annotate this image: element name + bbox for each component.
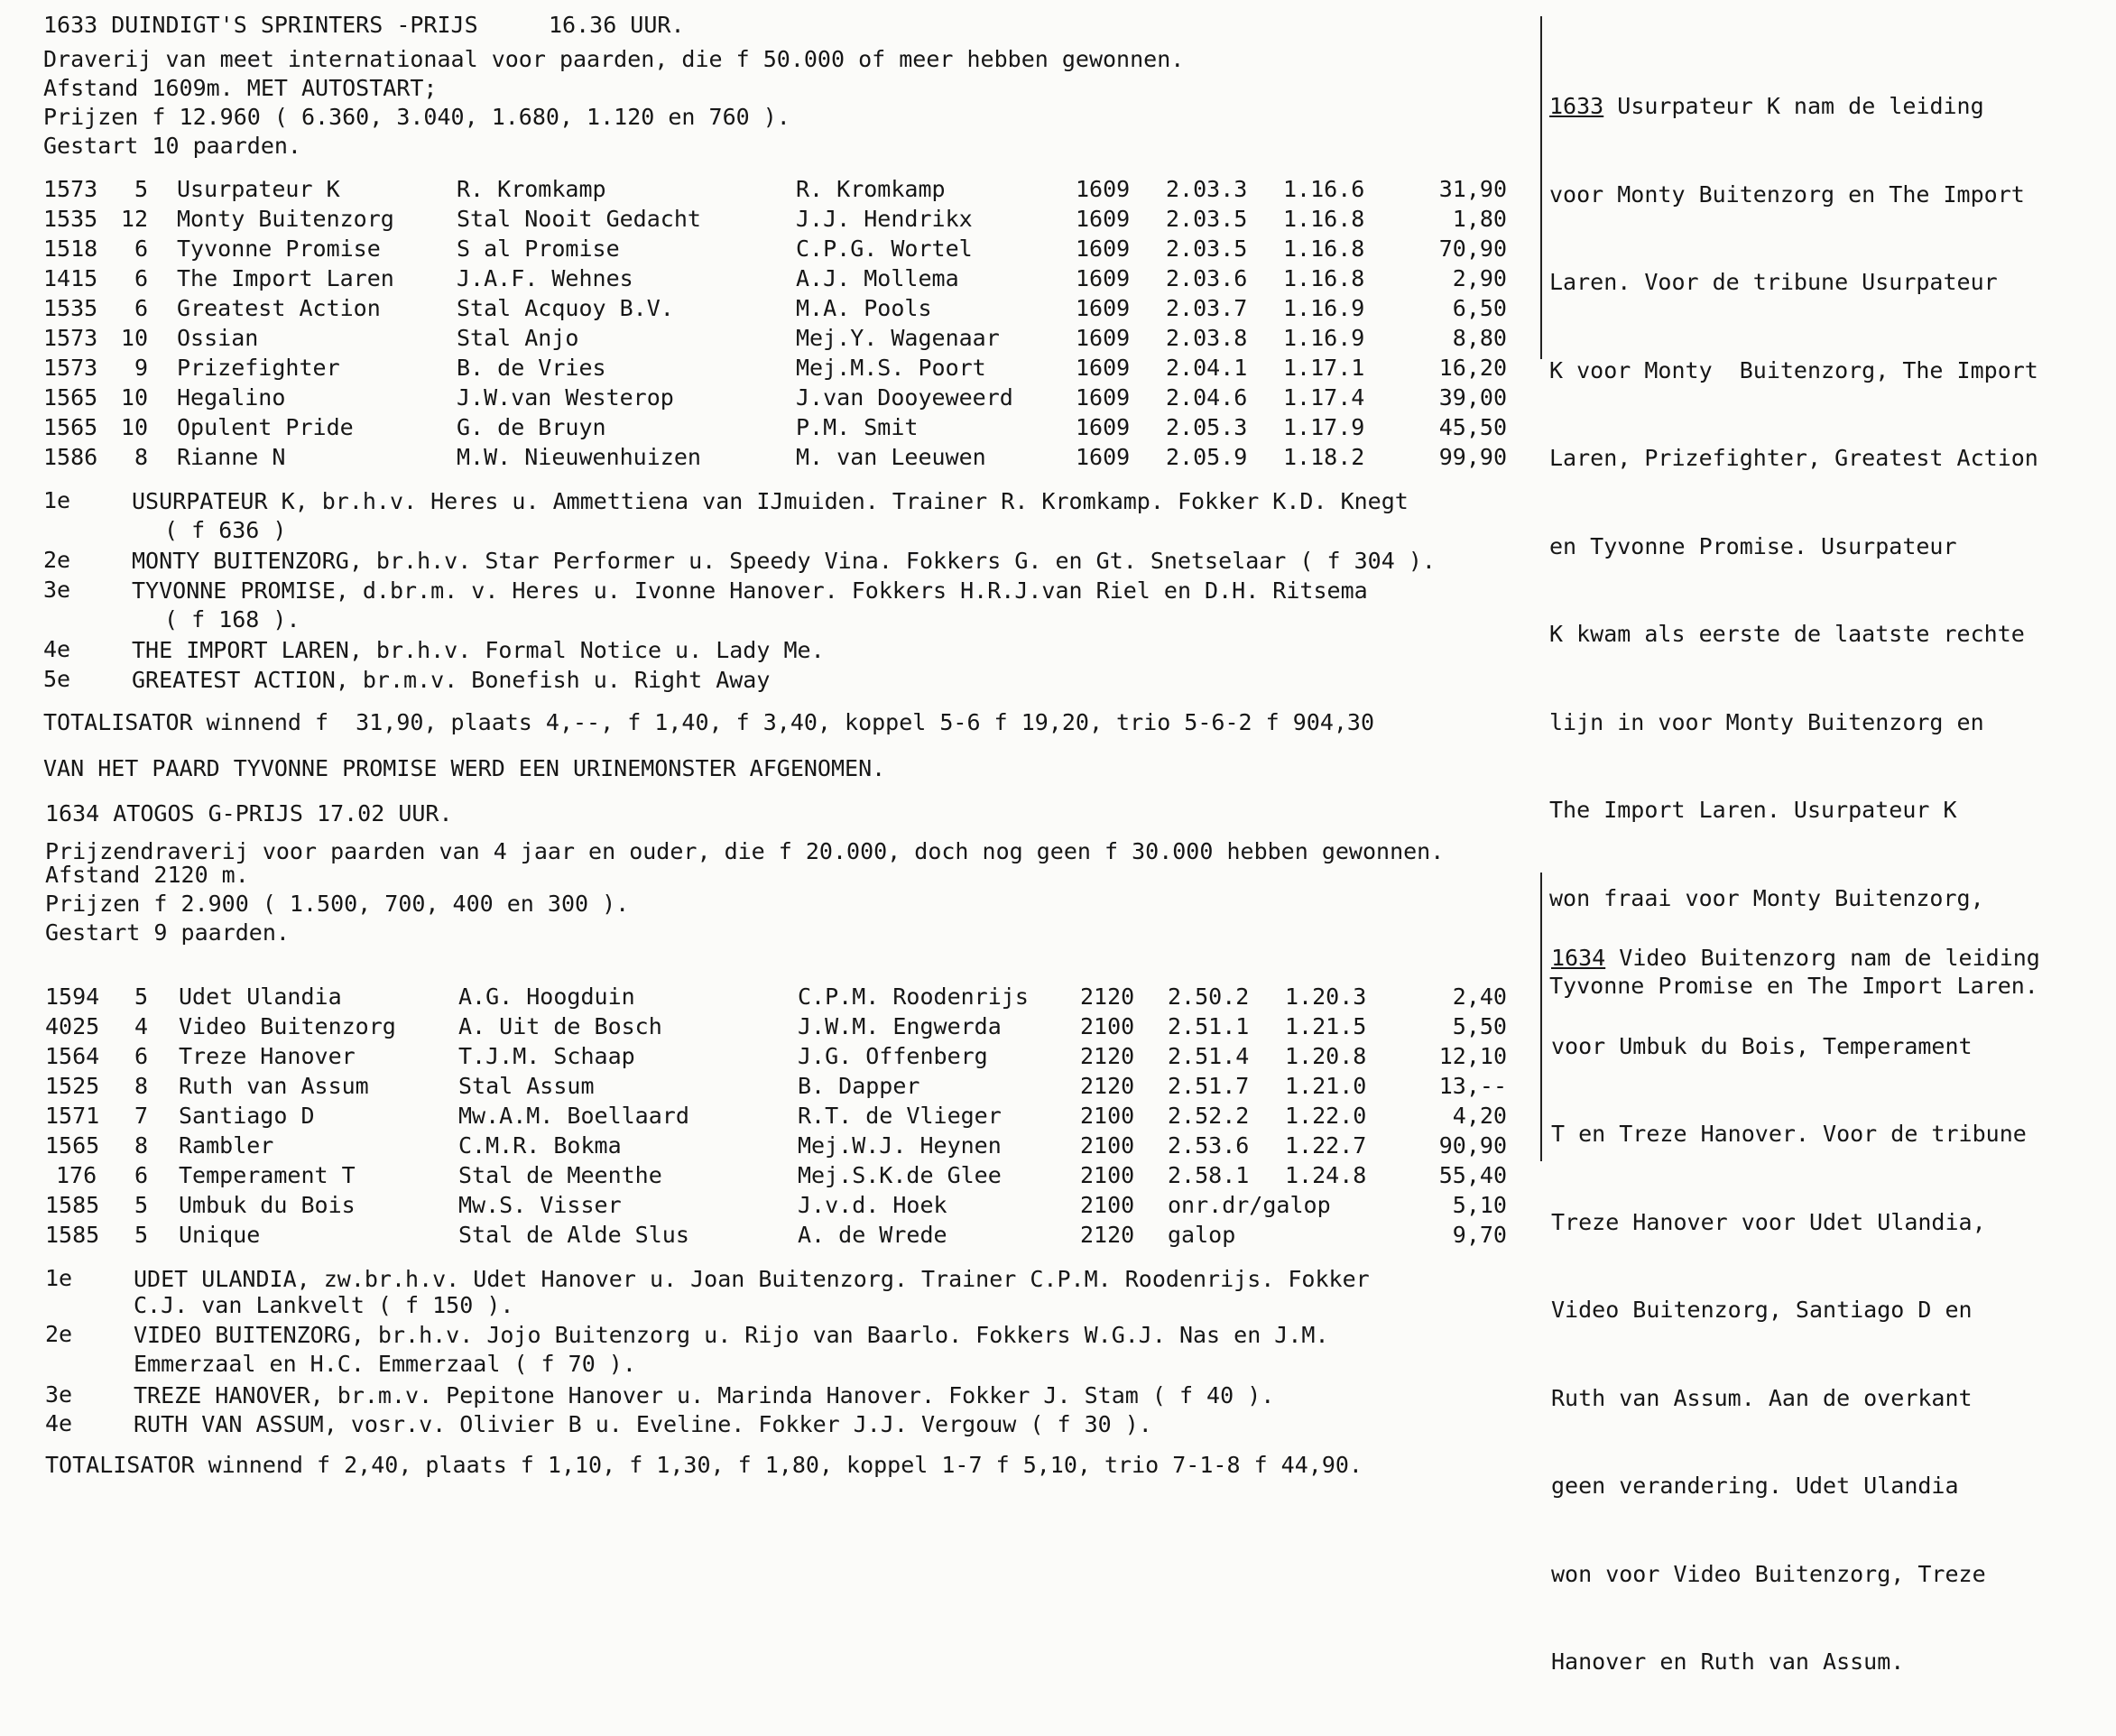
result-distance: 1609	[1076, 235, 1131, 262]
commentary-line: 1634 Video Buitenzorg nam de leiding	[1551, 945, 2040, 971]
placing-text: GREATEST ACTION, br.m.v. Bonefish u. Right Away	[132, 667, 771, 693]
result-driver: J.W.M. Engwerda	[798, 1013, 1002, 1039]
result-time: 2.03.3	[1166, 176, 1248, 202]
result-owner: A. Uit de Bosch	[458, 1013, 662, 1039]
result-prev: 1564	[45, 1043, 100, 1069]
result-row	[0, 324, 1507, 353]
result-owner: M.W. Nieuwenhuizen	[457, 444, 701, 470]
result-horse: Monty Buitenzorg	[177, 206, 394, 232]
result-payout: 99,90	[1438, 444, 1507, 470]
result-payout: 1,80	[1452, 206, 1507, 232]
result-prev: 1565	[43, 414, 98, 440]
result-prev: 1585	[45, 1222, 100, 1248]
race-note: VAN HET PAARD TYVONNE PROMISE WERD EEN URINEMONSTER AFGENOMEN.	[43, 755, 886, 781]
result-prev: 1518	[43, 235, 98, 262]
result-row	[0, 264, 1507, 293]
result-number: 6	[134, 1043, 148, 1069]
placing-text: USURPATEUR K, br.h.v. Heres u. Ammettiena van IJmuiden. Trainer R. Kromkamp. Fokker K.D. Knegt	[132, 488, 1409, 514]
result-row	[0, 1102, 1507, 1131]
result-km-time: 1.16.9	[1283, 295, 1365, 321]
result-payout: 45,50	[1438, 414, 1507, 440]
result-number: 6	[134, 235, 148, 262]
result-horse: Greatest Action	[177, 295, 381, 321]
commentary-line: T en Treze Hanover. Voor de tribune	[1551, 1121, 2027, 1147]
result-owner: Stal de Meenthe	[458, 1162, 662, 1188]
result-owner: T.J.M. Schaap	[458, 1043, 635, 1069]
result-number: 8	[134, 1132, 148, 1159]
result-km-time: 1.17.1	[1283, 355, 1365, 381]
result-row	[0, 443, 1507, 472]
result-prev: 1415	[43, 265, 98, 291]
result-payout: 4,20	[1452, 1103, 1507, 1129]
commentary-line: K voor Monty Buitenzorg, The Import	[1549, 356, 2038, 383]
result-horse: Ruth van Assum	[179, 1073, 369, 1099]
result-number: 9	[134, 355, 148, 381]
result-km-time: 1.21.0	[1285, 1073, 1367, 1099]
result-prev: 176	[56, 1162, 97, 1188]
result-horse: Rianne N	[177, 444, 286, 470]
result-horse: Umbuk du Bois	[179, 1192, 356, 1218]
result-horse: Video Buitenzorg	[179, 1013, 396, 1039]
result-payout: 16,20	[1438, 355, 1507, 381]
race-commentary	[1551, 885, 2040, 1736]
result-payout: 55,40	[1438, 1162, 1507, 1188]
result-row	[0, 413, 1507, 442]
result-payout: 90,90	[1438, 1132, 1507, 1159]
result-number: 5	[134, 176, 148, 202]
result-time: 2.03.7	[1166, 295, 1248, 321]
result-km-time: 1.22.7	[1285, 1132, 1367, 1159]
placing-text: VIDEO BUITENZORG, br.h.v. Jojo Buitenzorg u. Rijo van Baarlo. Fokkers W.G.J. Nas en J.M.	[134, 1322, 1329, 1348]
result-prev: 1565	[43, 384, 98, 411]
result-owner: Stal Nooit Gedacht	[457, 206, 701, 232]
result-km-time: 1.16.9	[1283, 325, 1365, 351]
placing-rank: 5e	[43, 666, 71, 692]
result-driver: A.J. Mollema	[796, 265, 959, 291]
result-time: 2.58.1	[1168, 1162, 1250, 1188]
result-distance: 2100	[1080, 1162, 1135, 1188]
commentary-line: 1633 Usurpateur K nam de leiding	[1549, 93, 1984, 119]
placing-text: C.J. van Lankvelt ( f 150 ).	[134, 1292, 514, 1318]
result-time: 2.50.2	[1168, 983, 1250, 1010]
result-number: 12	[120, 206, 148, 232]
column-divider	[1540, 16, 1542, 359]
result-owner: Mw.A.M. Boellaard	[458, 1103, 689, 1129]
result-prev: 1573	[43, 176, 98, 202]
result-number: 4	[134, 1013, 148, 1039]
result-driver: P.M. Smit	[796, 414, 919, 440]
result-payout: 70,90	[1438, 235, 1507, 262]
placing-rank: 3e	[43, 577, 71, 603]
result-payout: 9,70	[1452, 1222, 1507, 1248]
result-horse: Tyvonne Promise	[177, 235, 381, 262]
result-payout: 39,00	[1438, 384, 1507, 411]
commentary-line: K kwam als eerste de laatste rechte	[1549, 621, 2025, 647]
result-driver: Mej.M.S. Poort	[796, 355, 986, 381]
result-row	[0, 175, 1507, 204]
result-distance: 2120	[1080, 983, 1135, 1010]
result-prev: 4025	[45, 1013, 100, 1039]
result-km-time: 1.17.9	[1283, 414, 1365, 440]
result-owner: Stal Assum	[458, 1073, 595, 1099]
result-km-time: 1.16.6	[1283, 176, 1365, 202]
result-km-time: 1.20.3	[1285, 983, 1367, 1010]
result-owner: A.G. Hoogduin	[458, 983, 635, 1010]
result-distance: 1609	[1076, 444, 1131, 470]
result-owner: Stal de Alde Slus	[458, 1222, 689, 1248]
commentary-line: The Import Laren. Usurpateur K	[1549, 797, 1957, 823]
result-time: 2.51.7	[1168, 1073, 1250, 1099]
result-number: 5	[134, 1222, 148, 1248]
result-time: onr.dr/galop	[1168, 1192, 1331, 1218]
result-distance: 2100	[1080, 1192, 1135, 1218]
result-distance: 1609	[1076, 325, 1131, 351]
result-horse: Santiago D	[179, 1103, 315, 1129]
column-divider	[1540, 873, 1542, 1161]
result-number: 8	[134, 1073, 148, 1099]
result-km-time: 1.16.8	[1283, 265, 1365, 291]
result-driver: M. van Leeuwen	[796, 444, 986, 470]
race-conditions: Draverij van meet internationaal voor paarden, die f 50.000 of meer hebben gewonnen.	[43, 46, 1185, 72]
result-row	[0, 983, 1507, 1011]
result-owner: Stal Acquoy B.V.	[457, 295, 674, 321]
result-prev: 1535	[43, 295, 98, 321]
result-prev: 1525	[45, 1073, 100, 1099]
result-horse: Usurpateur K	[177, 176, 340, 202]
race-prizes: Prijzen f 12.960 ( 6.360, 3.040, 1.680, 1.120 en 760 ).	[43, 104, 790, 130]
result-time: galop	[1168, 1222, 1236, 1248]
race-distance: Afstand 1609m. MET AUTOSTART;	[43, 75, 438, 101]
result-driver: J.G. Offenberg	[798, 1043, 988, 1069]
placing-rank: 1e	[45, 1265, 73, 1291]
result-time: 2.03.5	[1166, 235, 1248, 262]
placing-text: UDET ULANDIA, zw.br.h.v. Udet Hanover u. Joan Buitenzorg. Trainer C.P.M. Roodenrijs. Fokker	[134, 1266, 1370, 1292]
placing-text: ( f 168 ).	[164, 606, 300, 633]
result-owner: J.A.F. Wehnes	[457, 265, 633, 291]
result-time: 2.51.4	[1168, 1043, 1250, 1069]
race-starters: Gestart 10 paarden.	[43, 133, 301, 159]
result-number: 10	[120, 414, 148, 440]
race-starters: Gestart 9 paarden.	[45, 919, 290, 946]
commentary-line: Tyvonne Promise en The Import Laren.	[1549, 973, 2038, 999]
result-distance: 1609	[1076, 206, 1131, 232]
result-owner: B. de Vries	[457, 355, 606, 381]
result-km-time: 1.17.4	[1283, 384, 1365, 411]
commentary-line: won fraai voor Monty Buitenzorg,	[1549, 884, 1984, 911]
result-distance: 2100	[1080, 1013, 1135, 1039]
result-row	[0, 1072, 1507, 1101]
result-time: 2.05.9	[1166, 444, 1248, 470]
result-payout: 2,90	[1452, 265, 1507, 291]
result-distance: 2120	[1080, 1043, 1135, 1069]
result-driver: J.van Dooyeweerd	[796, 384, 1013, 411]
race-title: 1634 ATOGOS G-PRIJS 17.02 UUR.	[45, 800, 453, 826]
result-time: 2.53.6	[1168, 1132, 1250, 1159]
result-time: 2.51.1	[1168, 1013, 1250, 1039]
result-row	[0, 205, 1507, 234]
result-horse: Ossian	[177, 325, 259, 351]
result-prev: 1586	[43, 444, 98, 470]
result-time: 2.03.8	[1166, 325, 1248, 351]
result-distance: 2120	[1080, 1073, 1135, 1099]
result-row	[0, 1131, 1507, 1160]
result-driver: Mej.W.J. Heynen	[798, 1132, 1002, 1159]
result-horse: Prizefighter	[177, 355, 340, 381]
result-owner: C.M.R. Bokma	[458, 1132, 622, 1159]
race-time: 16.36 UUR.	[549, 12, 685, 38]
placing-text: Emmerzaal en H.C. Emmerzaal ( f 70 ).	[134, 1351, 636, 1377]
placing-text: RUTH VAN ASSUM, vosr.v. Olivier B u. Eveline. Fokker J.J. Vergouw ( f 30 ).	[134, 1411, 1152, 1437]
result-row	[0, 1191, 1507, 1220]
result-payout: 5,50	[1452, 1013, 1507, 1039]
result-km-time: 1.24.8	[1285, 1162, 1367, 1188]
race-distance: Afstand 2120 m.	[45, 862, 249, 888]
result-number: 10	[120, 325, 148, 351]
result-number: 6	[134, 265, 148, 291]
result-payout: 12,10	[1438, 1043, 1507, 1069]
result-number: 8	[134, 444, 148, 470]
result-owner: Stal Anjo	[457, 325, 579, 351]
result-driver: B. Dapper	[798, 1073, 920, 1099]
placing-text: THE IMPORT LAREN, br.h.v. Formal Notice u. Lady Me.	[132, 637, 825, 663]
commentary-line: Laren. Voor de tribune Usurpateur	[1549, 269, 1998, 295]
result-horse: Hegalino	[177, 384, 286, 411]
race-conditions: Prijzendraverij voor paarden van 4 jaar en ouder, die f 20.000, doch nog geen f 30.000 hebben gewonnen.	[45, 838, 1445, 864]
placing-rank: 2e	[43, 547, 71, 573]
commentary-line: voor Umbuk du Bois, Temperament	[1551, 1032, 1973, 1059]
placing-rank: 4e	[43, 636, 71, 662]
result-row	[0, 1161, 1507, 1190]
result-owner: S al Promise	[457, 235, 620, 262]
commentary-line: Ruth van Assum. Aan de overkant	[1551, 1384, 1973, 1411]
result-time: 2.03.6	[1166, 265, 1248, 291]
result-row	[0, 235, 1507, 263]
race-prizes: Prijzen f 2.900 ( 1.500, 700, 400 en 300 ).	[45, 891, 630, 917]
result-row	[0, 1042, 1507, 1071]
result-distance: 2100	[1080, 1103, 1135, 1129]
totalisator-line: TOTALISATOR winnend f 2,40, plaats f 1,10, f 1,30, f 1,80, koppel 1-7 f 5,10, trio 7-1-8 f 44,90.	[45, 1452, 1363, 1478]
result-distance: 2120	[1080, 1222, 1135, 1248]
result-horse: Udet Ulandia	[179, 983, 342, 1010]
commentary-line: Laren, Prizefighter, Greatest Action	[1549, 445, 2038, 471]
result-row	[0, 383, 1507, 412]
result-number: 10	[120, 384, 148, 411]
placing-rank: 3e	[45, 1381, 73, 1408]
result-row	[0, 1012, 1507, 1041]
result-number: 6	[134, 1162, 148, 1188]
race-title: 1633 DUINDIGT'S SPRINTERS -PRIJS	[43, 12, 478, 38]
result-owner: J.W.van Westerop	[457, 384, 674, 411]
result-time: 2.52.2	[1168, 1103, 1250, 1129]
result-distance: 1609	[1076, 176, 1131, 202]
commentary-line: lijn in voor Monty Buitenzorg en	[1549, 708, 1984, 735]
result-driver: A. de Wrede	[798, 1222, 947, 1248]
result-time: 2.04.6	[1166, 384, 1248, 411]
result-time: 2.03.5	[1166, 206, 1248, 232]
result-driver: Mej.Y. Wagenaar	[796, 325, 1000, 351]
result-driver: C.P.G. Wortel	[796, 235, 973, 262]
result-payout: 13,--	[1438, 1073, 1507, 1099]
result-distance: 1609	[1076, 355, 1131, 381]
result-row	[0, 354, 1507, 383]
result-owner: Mw.S. Visser	[458, 1192, 622, 1218]
commentary-line: Hanover en Ruth van Assum.	[1551, 1648, 1905, 1675]
placing-text: MONTY BUITENZORG, br.h.v. Star Performer u. Speedy Vina. Fokkers G. en Gt. Snetselaar ( f 304 ).	[132, 548, 1436, 574]
result-distance: 2100	[1080, 1132, 1135, 1159]
result-number: 7	[134, 1103, 148, 1129]
commentary-line: won voor Video Buitenzorg, Treze	[1551, 1560, 1986, 1587]
result-horse: The Import Laren	[177, 265, 394, 291]
result-km-time: 1.21.5	[1285, 1013, 1367, 1039]
result-distance: 1609	[1076, 384, 1131, 411]
placing-rank: 2e	[45, 1321, 73, 1347]
result-driver: J.v.d. Hoek	[798, 1192, 947, 1218]
commentary-race-number: 1633	[1549, 93, 1604, 119]
result-number: 6	[134, 295, 148, 321]
result-driver: J.J. Hendrikx	[796, 206, 973, 232]
result-horse: Rambler	[179, 1132, 274, 1159]
placing-text: ( f 636 )	[164, 517, 287, 543]
result-km-time: 1.18.2	[1283, 444, 1365, 470]
result-payout: 31,90	[1438, 176, 1507, 202]
result-prev: 1571	[45, 1103, 100, 1129]
result-prev: 1594	[45, 983, 100, 1010]
result-payout: 6,50	[1452, 295, 1507, 321]
commentary-line: voor Monty Buitenzorg en The Import	[1549, 180, 2025, 208]
result-time: 2.05.3	[1166, 414, 1248, 440]
result-km-time: 1.20.8	[1285, 1043, 1367, 1069]
result-payout: 5,10	[1452, 1192, 1507, 1218]
result-driver: Mej.S.K.de Glee	[798, 1162, 1002, 1188]
result-owner: R. Kromkamp	[457, 176, 606, 202]
result-km-time: 1.16.8	[1283, 206, 1365, 232]
commentary-race-number: 1634	[1551, 945, 1606, 971]
result-km-time: 1.22.0	[1285, 1103, 1367, 1129]
commentary-line: Video Buitenzorg, Santiago D en	[1551, 1297, 1973, 1323]
result-row	[0, 294, 1507, 323]
result-prev: 1573	[43, 355, 98, 381]
result-row	[0, 1221, 1507, 1250]
placing-text: TYVONNE PROMISE, d.br.m. v. Heres u. Ivonne Hanover. Fokkers H.R.J.van Riel en D.H. Ritsema	[132, 577, 1368, 604]
result-horse: Temperament T	[179, 1162, 356, 1188]
placing-text: TREZE HANOVER, br.m.v. Pepitone Hanover u. Marinda Hanover. Fokker J. Stam ( f 40 ).	[134, 1382, 1275, 1408]
result-driver: M.A. Pools	[796, 295, 932, 321]
result-km-time: 1.16.8	[1283, 235, 1365, 262]
result-distance: 1609	[1076, 414, 1131, 440]
placing-rank: 4e	[45, 1410, 73, 1436]
result-number: 5	[134, 983, 148, 1010]
result-prev: 1585	[45, 1192, 100, 1218]
result-distance: 1609	[1076, 295, 1131, 321]
result-driver: C.P.M. Roodenrijs	[798, 983, 1029, 1010]
result-driver: R.T. de Vlieger	[798, 1103, 1002, 1129]
result-prev: 1565	[45, 1132, 100, 1159]
result-owner: G. de Bruyn	[457, 414, 606, 440]
result-payout: 2,40	[1452, 983, 1507, 1010]
result-prev: 1535	[43, 206, 98, 232]
result-horse: Treze Hanover	[179, 1043, 356, 1069]
result-time: 2.04.1	[1166, 355, 1248, 381]
result-prev: 1573	[43, 325, 98, 351]
result-driver: R. Kromkamp	[796, 176, 946, 202]
totalisator-line: TOTALISATOR winnend f 31,90, plaats 4,--, f 1,40, f 3,40, koppel 5-6 f 19,20, trio 5-6-2 f 904,30	[43, 709, 1375, 735]
commentary-line: en Tyvonne Promise. Usurpateur	[1549, 532, 1957, 559]
placing-rank: 1e	[43, 487, 71, 513]
result-horse: Unique	[179, 1222, 261, 1248]
result-distance: 1609	[1076, 265, 1131, 291]
commentary-line: Treze Hanover voor Udet Ulandia,	[1551, 1208, 1986, 1235]
result-payout: 8,80	[1452, 325, 1507, 351]
commentary-line: geen verandering. Udet Ulandia	[1551, 1473, 1959, 1499]
result-number: 5	[134, 1192, 148, 1218]
result-horse: Opulent Pride	[177, 414, 354, 440]
